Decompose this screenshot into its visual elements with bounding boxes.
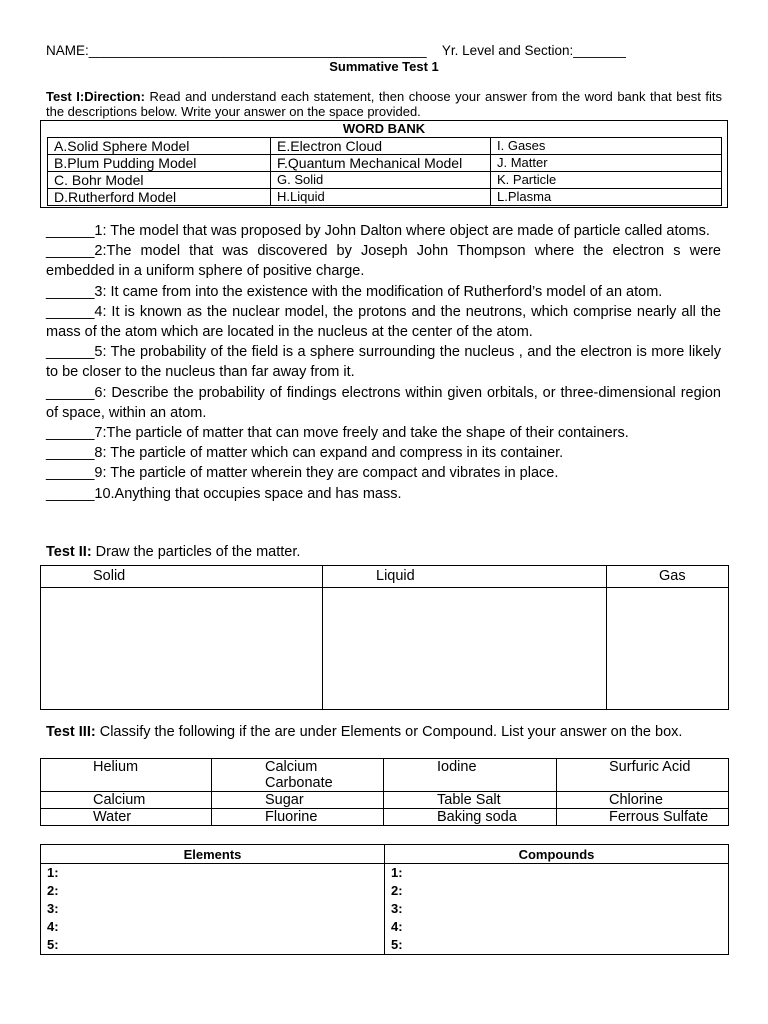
compound-answer[interactable]: 5: <box>385 936 729 955</box>
classify-item-text: Calcium Carbonate <box>265 759 333 791</box>
classify-item: Chlorine <box>557 792 729 809</box>
question-item: ______3: It came from into the existence with the modification of Rutherford’s model of an atom. <box>46 283 663 300</box>
word-bank-cell: F.Quantum Mechanical Model <box>271 155 491 172</box>
question-item: ______2:The model that was discovered by Joseph John Thompson where the electron s were embedded in a uniform sphere of positive charge. <box>46 243 721 280</box>
element-answer[interactable]: 5: <box>41 936 385 955</box>
word-bank-cell: J. Matter <box>491 155 722 172</box>
question-item: ______8: The particle of matter which can expand and compress in its container. <box>46 445 564 462</box>
compound-answer[interactable]: 2: <box>385 882 729 900</box>
test3-label: Test III: <box>46 724 96 740</box>
answer-row <box>41 936 729 955</box>
test2-label: Test II: <box>46 544 92 560</box>
classify-item: Helium <box>41 759 212 792</box>
question-item: ______9: The particle of matter wherein they are compact and vibrates in place. <box>46 465 559 482</box>
name-line <box>46 43 626 58</box>
draw-table <box>40 565 729 710</box>
classify-row <box>41 809 729 826</box>
classify-item: Surfuric Acid <box>557 759 729 792</box>
word-bank-row <box>48 138 722 155</box>
compounds-header: Compounds <box>385 845 729 864</box>
word-bank-row <box>48 172 722 189</box>
name-label: NAME: <box>46 43 89 58</box>
word-bank-table <box>47 137 722 206</box>
answer-row <box>41 900 729 918</box>
word-bank-row <box>48 155 722 172</box>
test2-heading <box>46 544 300 560</box>
word-bank-cell: G. Solid <box>271 172 491 189</box>
test3-heading <box>46 724 721 740</box>
compound-answer[interactable]: 4: <box>385 918 729 936</box>
word-bank-cell: E.Electron Cloud <box>271 138 491 155</box>
question-list <box>46 221 721 504</box>
classify-item: Fluorine <box>212 809 384 826</box>
classify-item <box>212 759 384 792</box>
question-item: ______6: Describe the probability of findings electrons within given orbitals, or three-dimensional region of space, within an atom. <box>46 384 721 421</box>
word-bank-cell: K. Particle <box>491 172 722 189</box>
draw-header-row <box>41 566 729 588</box>
compound-answer[interactable]: 1: <box>385 864 729 883</box>
element-answer[interactable]: 3: <box>41 900 385 918</box>
classify-item: Calcium <box>41 792 212 809</box>
draw-header-liquid: Liquid <box>323 566 607 588</box>
classify-row <box>41 759 729 792</box>
draw-area-gas[interactable] <box>607 588 729 710</box>
elements-header: Elements <box>41 845 385 864</box>
classify-item: Ferrous Sulfate <box>557 809 729 826</box>
draw-header-gas: Gas <box>607 566 729 588</box>
word-bank-cell: C. Bohr Model <box>48 172 271 189</box>
question-item: ______5: The probability of the field is a sphere surrounding the nucleus , and the electron is more likely to be closer to the nucleus than far away from it. <box>46 344 721 381</box>
classify-item: Table Salt <box>384 792 557 809</box>
draw-area-row <box>41 588 729 710</box>
word-bank-cell: D.Rutherford Model <box>48 189 271 206</box>
classify-row <box>41 792 729 809</box>
classify-item: Baking soda <box>384 809 557 826</box>
test1-direction <box>46 89 722 119</box>
classify-item: Sugar <box>212 792 384 809</box>
word-bank-cell: H.Liquid <box>271 189 491 206</box>
answer-table <box>40 844 729 955</box>
answer-row <box>41 864 729 883</box>
question-item: ______10.Anything that occupies space and has mass. <box>46 485 402 502</box>
word-bank-title: WORD BANK <box>342 121 426 136</box>
test2-direction: Draw the particles of the matter. <box>91 544 301 560</box>
question-item: ______1: The model that was proposed by John Dalton where object are made of particle called atoms. <box>46 223 710 239</box>
answer-row <box>41 918 729 936</box>
element-answer[interactable]: 4: <box>41 918 385 936</box>
answer-row <box>41 882 729 900</box>
answer-header-row <box>41 845 729 864</box>
draw-header-solid: Solid <box>41 566 323 588</box>
word-bank-cell: I. Gases <box>491 138 722 155</box>
question-item: ______7:The particle of matter that can move freely and take the shape of their containers. <box>46 425 629 442</box>
page-title: Summative Test 1 <box>329 59 439 74</box>
word-bank-cell: L.Plasma <box>491 189 722 206</box>
question-item: ______4: It is known as the nuclear model, the protons and the neutrons, which comprise nearly all the mass of the atom which are located in the nucleus at the center of the atom. <box>46 303 721 341</box>
classify-item: Iodine <box>384 759 557 792</box>
section-blank[interactable]: _______ <box>573 43 626 58</box>
compound-answer[interactable]: 3: <box>385 900 729 918</box>
element-answer[interactable]: 2: <box>41 882 385 900</box>
draw-area-liquid[interactable] <box>323 588 607 710</box>
word-bank-row <box>48 189 722 206</box>
element-answer[interactable]: 1: <box>41 864 385 883</box>
test1-direction-text: Read and understand each statement, then choose your answer from the word bank that best fits the descriptions below. Write your answer on the space provided. <box>46 89 722 119</box>
word-bank-cell: B.Plum Pudding Model <box>48 155 271 172</box>
section-label: Yr. Level and Section: <box>441 43 574 58</box>
draw-area-solid[interactable] <box>41 588 323 710</box>
name-blank[interactable]: _____________________________________________ <box>88 43 427 58</box>
classify-table <box>40 758 729 826</box>
test3-direction: Classify the following if the are under Elements or Compound. List your answer on the box. <box>95 724 683 740</box>
test1-label: Test I:Direction: <box>46 89 145 104</box>
word-bank-cell: A.Solid Sphere Model <box>48 138 271 155</box>
classify-item: Water <box>41 809 212 826</box>
